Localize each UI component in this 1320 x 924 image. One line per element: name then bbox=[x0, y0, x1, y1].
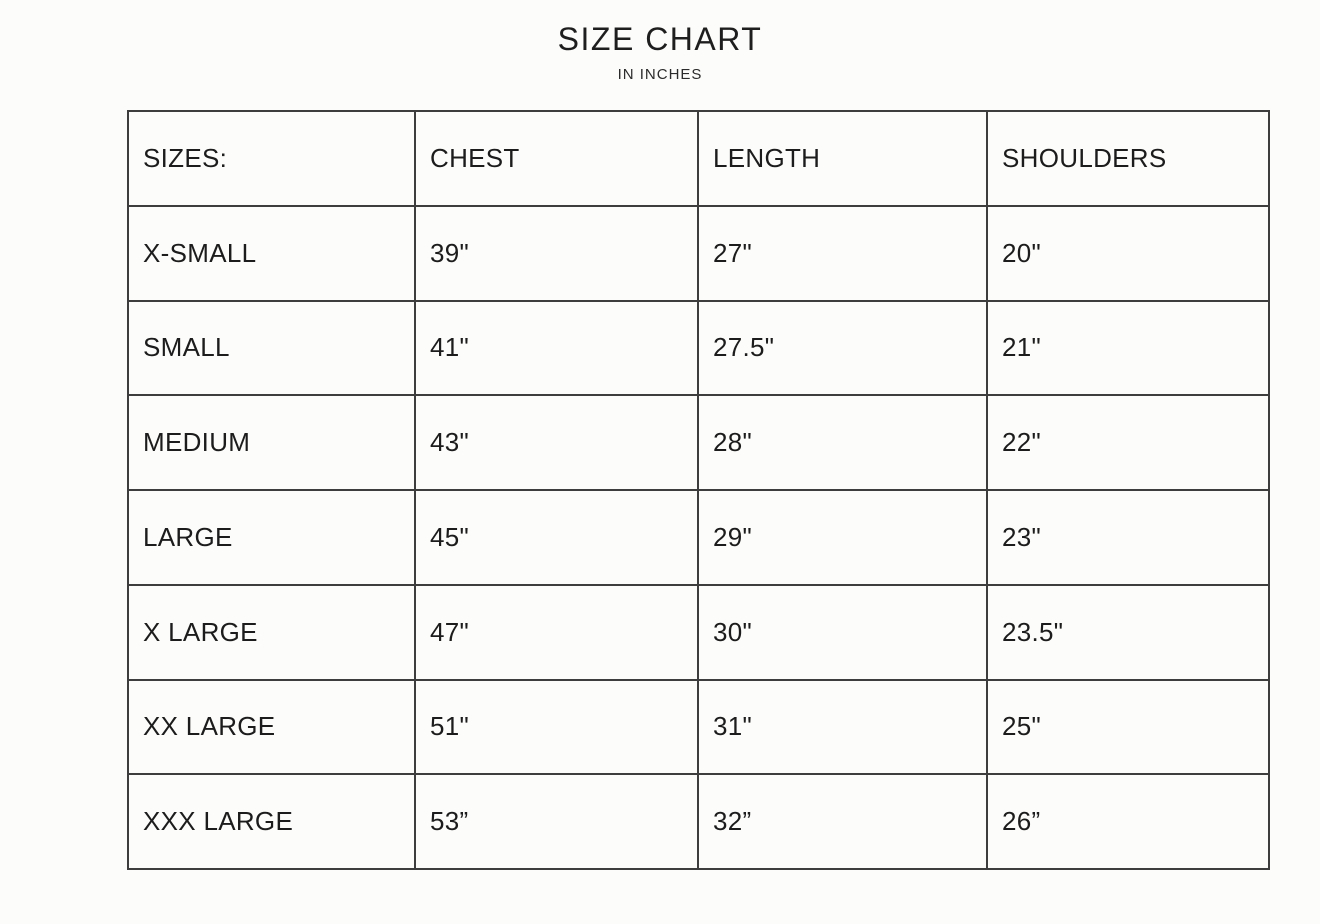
size-label: XX LARGE bbox=[128, 680, 415, 775]
chart-header bbox=[0, 22, 1320, 83]
chest-value: 39" bbox=[415, 206, 698, 301]
table-row bbox=[128, 206, 1269, 301]
size-label: XXX LARGE bbox=[128, 774, 415, 869]
chest-value: 53” bbox=[415, 774, 698, 869]
column-header-length: LENGTH bbox=[698, 111, 987, 206]
chest-value: 41" bbox=[415, 301, 698, 396]
shoulders-value: 20" bbox=[987, 206, 1269, 301]
length-value: 28" bbox=[698, 395, 987, 490]
shoulders-value: 25" bbox=[987, 680, 1269, 775]
shoulders-value: 26” bbox=[987, 774, 1269, 869]
chest-value: 43" bbox=[415, 395, 698, 490]
table-row bbox=[128, 395, 1269, 490]
table-row bbox=[128, 301, 1269, 396]
table-row bbox=[128, 490, 1269, 585]
table-row bbox=[128, 585, 1269, 680]
length-value: 31" bbox=[698, 680, 987, 775]
size-label: SMALL bbox=[128, 301, 415, 396]
length-value: 32” bbox=[698, 774, 987, 869]
table-header-row bbox=[128, 111, 1269, 206]
size-label: X-SMALL bbox=[128, 206, 415, 301]
chest-value: 51" bbox=[415, 680, 698, 775]
chest-value: 45" bbox=[415, 490, 698, 585]
table-row bbox=[128, 680, 1269, 775]
table-row bbox=[128, 774, 1269, 869]
column-header-sizes: SIZES: bbox=[128, 111, 415, 206]
shoulders-value: 23" bbox=[987, 490, 1269, 585]
length-value: 29" bbox=[698, 490, 987, 585]
size-label: LARGE bbox=[128, 490, 415, 585]
size-label: MEDIUM bbox=[128, 395, 415, 490]
length-value: 30" bbox=[698, 585, 987, 680]
shoulders-value: 22" bbox=[987, 395, 1269, 490]
chest-value: 47" bbox=[415, 585, 698, 680]
size-label: X LARGE bbox=[128, 585, 415, 680]
shoulders-value: 21" bbox=[987, 301, 1269, 396]
column-header-chest: CHEST bbox=[415, 111, 698, 206]
length-value: 27.5" bbox=[698, 301, 987, 396]
column-header-shoulders: SHOULDERS bbox=[987, 111, 1269, 206]
page-title: SIZE CHART bbox=[557, 21, 763, 57]
shoulders-value: 23.5" bbox=[987, 585, 1269, 680]
length-value: 27" bbox=[698, 206, 987, 301]
page-subtitle: IN INCHES bbox=[617, 66, 703, 84]
size-chart-table bbox=[127, 110, 1270, 870]
